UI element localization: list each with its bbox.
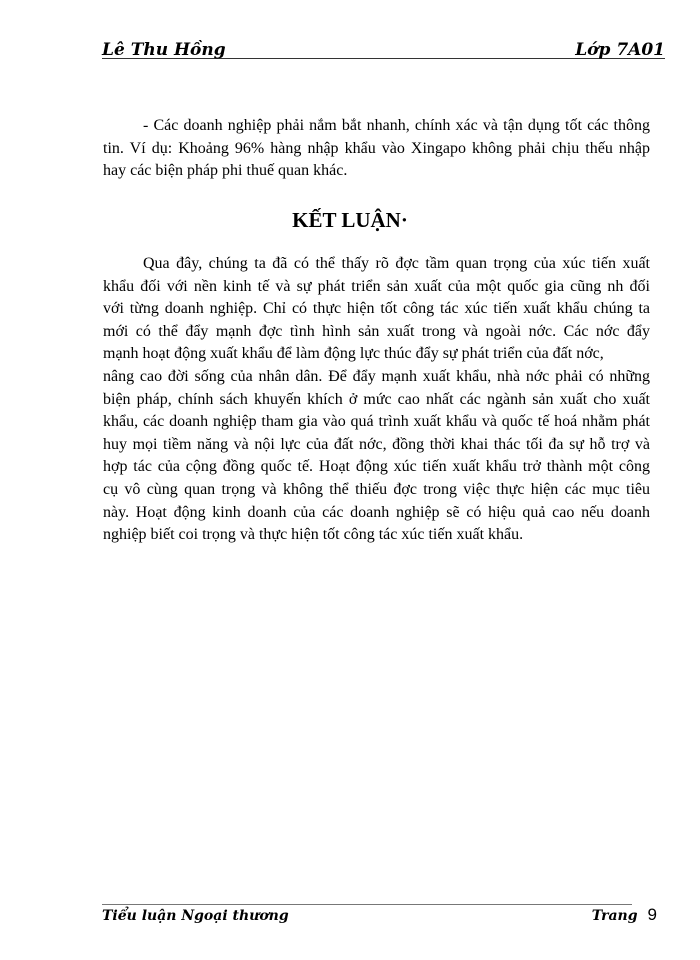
footer-title: Tiểu luận Ngoại thương bbox=[102, 908, 289, 924]
text-line: khẩu đối với nền kinh tế và sự phát triển sản xuất của một quốc gia cũng nh đối bbox=[103, 277, 650, 295]
conclusion-paragraph bbox=[103, 253, 650, 547]
page-footer bbox=[102, 904, 657, 929]
header-class: Lớp 7A01 bbox=[575, 40, 665, 60]
text-line: hợp tác của cộng đồng quốc tế. Hoạt động xúc tiến xuất khẩu trở thành một công bbox=[103, 458, 650, 476]
text-line: này. Hoạt động kinh doanh của các doanh nghiệp sẽ có hiệu quả cao nếu doanh bbox=[103, 503, 650, 521]
section-title: KẾT LUẬN· bbox=[292, 208, 408, 232]
footer-page bbox=[592, 905, 657, 925]
page-number: 9 bbox=[647, 905, 657, 924]
text-line: nâng cao đời sống của nhân dân. Để đẩy mạnh xuất khẩu, nhà nớc phải có những bbox=[103, 367, 650, 385]
text-line: khẩu, các doanh nghiệp tham gia vào quá trình xuất khẩu và quốc tế hoá nhằm phát bbox=[103, 413, 650, 431]
header-author: Lê Thu Hồng bbox=[102, 40, 226, 60]
text-line: hay các biện pháp phi thuế quan khác. bbox=[103, 162, 348, 180]
text-line: nghiệp biết coi trọng và thực hiện tốt công tác xúc tiến xuất khẩu. bbox=[103, 526, 524, 544]
intro-paragraph bbox=[103, 115, 650, 183]
text-line: mới có thể đẩy mạnh đợc tình hình sản xuất trong và ngoài nớc. Các nớc đẩy bbox=[103, 322, 650, 340]
text-line: Qua đây, chúng ta đã có thể thấy rõ đợc tầm quan trọng của xúc tiến xuất bbox=[143, 255, 650, 272]
text-line: - Các doanh nghiệp phải nắm bắt nhanh, chính xác và tận dụng tốt các thông bbox=[143, 117, 650, 134]
page-header bbox=[102, 40, 665, 59]
text-line: cụ vô cùng quan trọng và không thể thiếu đợc trong việc thực hiện các mục tiêu bbox=[103, 480, 650, 498]
text-line: huy mọi tiềm năng và nội lực của đất nớc, đồng thời khai thác tối đa sự hỗ trợ và bbox=[103, 435, 650, 453]
text-line: tin. Ví dụ: Khoảng 96% hàng nhập khẩu vào Xingapo không phải chịu thếu nhập bbox=[103, 139, 650, 157]
text-line: mạnh hoạt động xuất khẩu để làm động lực thúc đẩy sự phát triển của đất nớc, bbox=[103, 345, 604, 363]
text-line: biện pháp, chính sách khuyến khích ở mức cao nhất các ngành sản xuất cho xuất bbox=[103, 390, 650, 408]
text-line: với từng doanh nghiệp. Chỉ có thực hiện tốt công tác xúc tiến xuất khẩu chúng ta bbox=[103, 300, 650, 318]
footer-page-label: Trang bbox=[591, 908, 638, 924]
